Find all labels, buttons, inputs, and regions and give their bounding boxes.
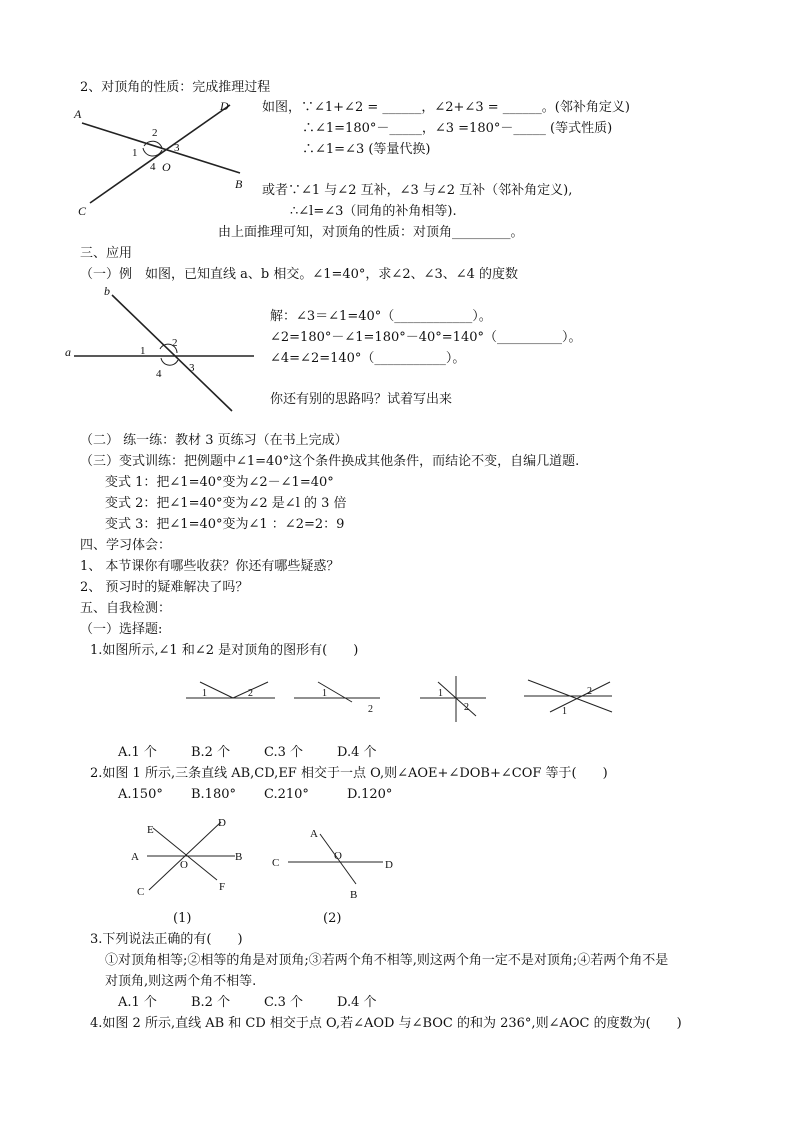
variant-intro: （三）变式训练：把例题中∠1=40°这个条件换成其他条件，而结论不变，自编几道题.	[80, 454, 580, 469]
q1-option-b[interactable]: B.2 个	[191, 745, 231, 760]
q3-option-c[interactable]: C.3 个	[264, 995, 304, 1010]
other-approach-prompt: 你还有别的思路吗？试着写出来	[270, 392, 453, 407]
solution-line-1: 解：∠3＝∠1=40°（____________）。	[270, 309, 492, 324]
example-statement: （一）例 如图，已知直线 a、b 相交。∠1=40°，求∠2、∠3、∠4 的度数	[80, 267, 519, 282]
fig-num-3: 3	[174, 142, 180, 154]
fig2-label-C: C	[272, 857, 280, 869]
fig-b-num-1: 1	[322, 688, 327, 699]
question-1: 1.如图所示,∠1 和∠2 是对顶角的图形有( )	[90, 643, 359, 658]
fig-num-1: 1	[132, 147, 138, 159]
fig-label-D: D	[220, 99, 229, 113]
figure-1	[125, 812, 265, 904]
reasoning-line-3: ∴∠1=∠3 (等量代换)	[302, 142, 431, 157]
fig-num-2: 2	[172, 337, 178, 349]
reasoning-line-5: ∴∠l=∠3（同角的补角相等).	[290, 204, 457, 219]
fig-b-num-2: 2	[368, 704, 373, 715]
q2-option-c[interactable]: C.210°	[264, 787, 309, 802]
fig-num-4: 4	[156, 368, 162, 380]
question-4: 4.如图 2 所示,直线 AB 和 CD 相交于点 O,若∠AOD 与∠BOC 的和为 236°,则∠AOC 的度数为( )	[90, 1016, 682, 1031]
figure-2-caption: (2)	[323, 911, 342, 926]
q2-option-d[interactable]: D.120°	[347, 787, 393, 802]
fig-label-O: O	[162, 160, 171, 174]
section-5-title: 五、自我检测：	[80, 601, 172, 616]
fig2-label-A: A	[310, 828, 318, 840]
question-3-statements-cont: 对顶角,则这两个角不相等.	[105, 974, 257, 989]
question-3-statements: ①对顶角相等;②相等的角是对顶角;③若两个角不相等,则这两个角一定不是对顶角;④若两个角不是	[105, 953, 669, 968]
q1-option-a[interactable]: A.1 个	[118, 745, 157, 760]
solution-line-2: ∠2=180°－∠1=180°－40°=140°（__________）。	[270, 330, 582, 345]
question-1-figures	[180, 672, 620, 724]
fig-label-B: B	[235, 177, 243, 191]
section-2-title: 2、对顶角的性质：完成推理过程	[80, 80, 271, 95]
fig-c-num-2: 2	[464, 702, 469, 713]
fig1-label-O: O	[180, 859, 188, 871]
reflection-question-2: 2、 预习时的疑难解决了吗？	[80, 580, 249, 595]
property-conclusion: 由上面推理可知，对顶角的性质：对顶角_________。	[218, 225, 524, 240]
fig-num-1: 1	[140, 345, 146, 357]
variant-3: 变式 3：把∠1=40°变为∠1 ：∠2=2：9	[105, 517, 345, 532]
figure-1-caption: (1)	[173, 911, 192, 926]
reflection-question-1: 1、 本节课你有哪些收获？你还有哪些疑惑？	[80, 559, 340, 574]
fig1-label-A: A	[131, 851, 139, 863]
q3-option-a[interactable]: A.1 个	[118, 995, 157, 1010]
fig-num-3: 3	[189, 362, 195, 374]
reasoning-line-1: 如图，∵∠1+∠2 = ______，∠2+∠3 = ______。(邻补角定义)	[262, 100, 630, 115]
example-figure	[62, 283, 257, 413]
fig-line-b: b	[104, 284, 110, 298]
section-3-title: 三、应用	[80, 246, 133, 261]
fig-a-num-2: 2	[248, 688, 253, 699]
figure-2	[268, 818, 408, 900]
fig1-label-F: F	[219, 881, 226, 893]
fig-a-num-1: 1	[202, 688, 207, 699]
fig-d-num-2: 2	[587, 686, 592, 697]
fig1-label-E: E	[147, 824, 154, 836]
q3-option-b[interactable]: B.2 个	[191, 995, 231, 1010]
q3-option-d[interactable]: D.4 个	[337, 995, 377, 1010]
vertical-angles-figure	[70, 95, 255, 220]
choice-subtitle: （一）选择题:	[80, 622, 163, 637]
fig-label-A: A	[74, 107, 82, 121]
fig-num-2: 2	[152, 127, 158, 139]
q1-option-c[interactable]: C.3 个	[264, 745, 304, 760]
q1-option-d[interactable]: D.4 个	[337, 745, 377, 760]
fig1-label-D: D	[218, 817, 226, 829]
fig1-label-B: B	[235, 851, 243, 863]
fig-num-4: 4	[150, 161, 156, 173]
question-3: 3.下列说法正确的有( )	[90, 932, 243, 947]
fig-d-num-1: 1	[562, 706, 567, 717]
fig2-label-B: B	[350, 889, 358, 900]
fig-label-C: C	[78, 204, 87, 218]
section-4-title: 四、学习体会：	[80, 538, 172, 553]
q2-option-b[interactable]: B.180°	[191, 787, 236, 802]
variant-1: 变式 1：把∠1=40°变为∠2－∠1=40°	[105, 475, 334, 490]
fig1-label-C: C	[137, 886, 145, 898]
q2-option-a[interactable]: A.150°	[118, 787, 163, 802]
fig2-label-D: D	[385, 859, 393, 871]
solution-line-3: ∠4=∠2=140°（___________）。	[270, 351, 466, 366]
fig-c-num-1: 1	[438, 688, 443, 699]
practice-line: （二） 练一练：教材 3 页练习（在书上完成）	[80, 433, 348, 448]
reasoning-line-2: ∴∠1=180°－_____，∠3 =180°－_____ (等式性质)	[302, 121, 613, 136]
fig2-label-O: O	[334, 850, 342, 862]
variant-2: 变式 2：把∠1=40°变为∠2 是∠l 的 3 倍	[105, 496, 347, 511]
fig-line-a: a	[65, 345, 71, 359]
question-2: 2.如图 1 所示,三条直线 AB,CD,EF 相交于一点 O,则∠AOE+∠DOB+∠COF 等于( )	[90, 766, 608, 781]
reasoning-line-4: 或者∵∠1 与∠2 互补，∠3 与∠2 互补（邻补角定义),	[262, 183, 573, 198]
